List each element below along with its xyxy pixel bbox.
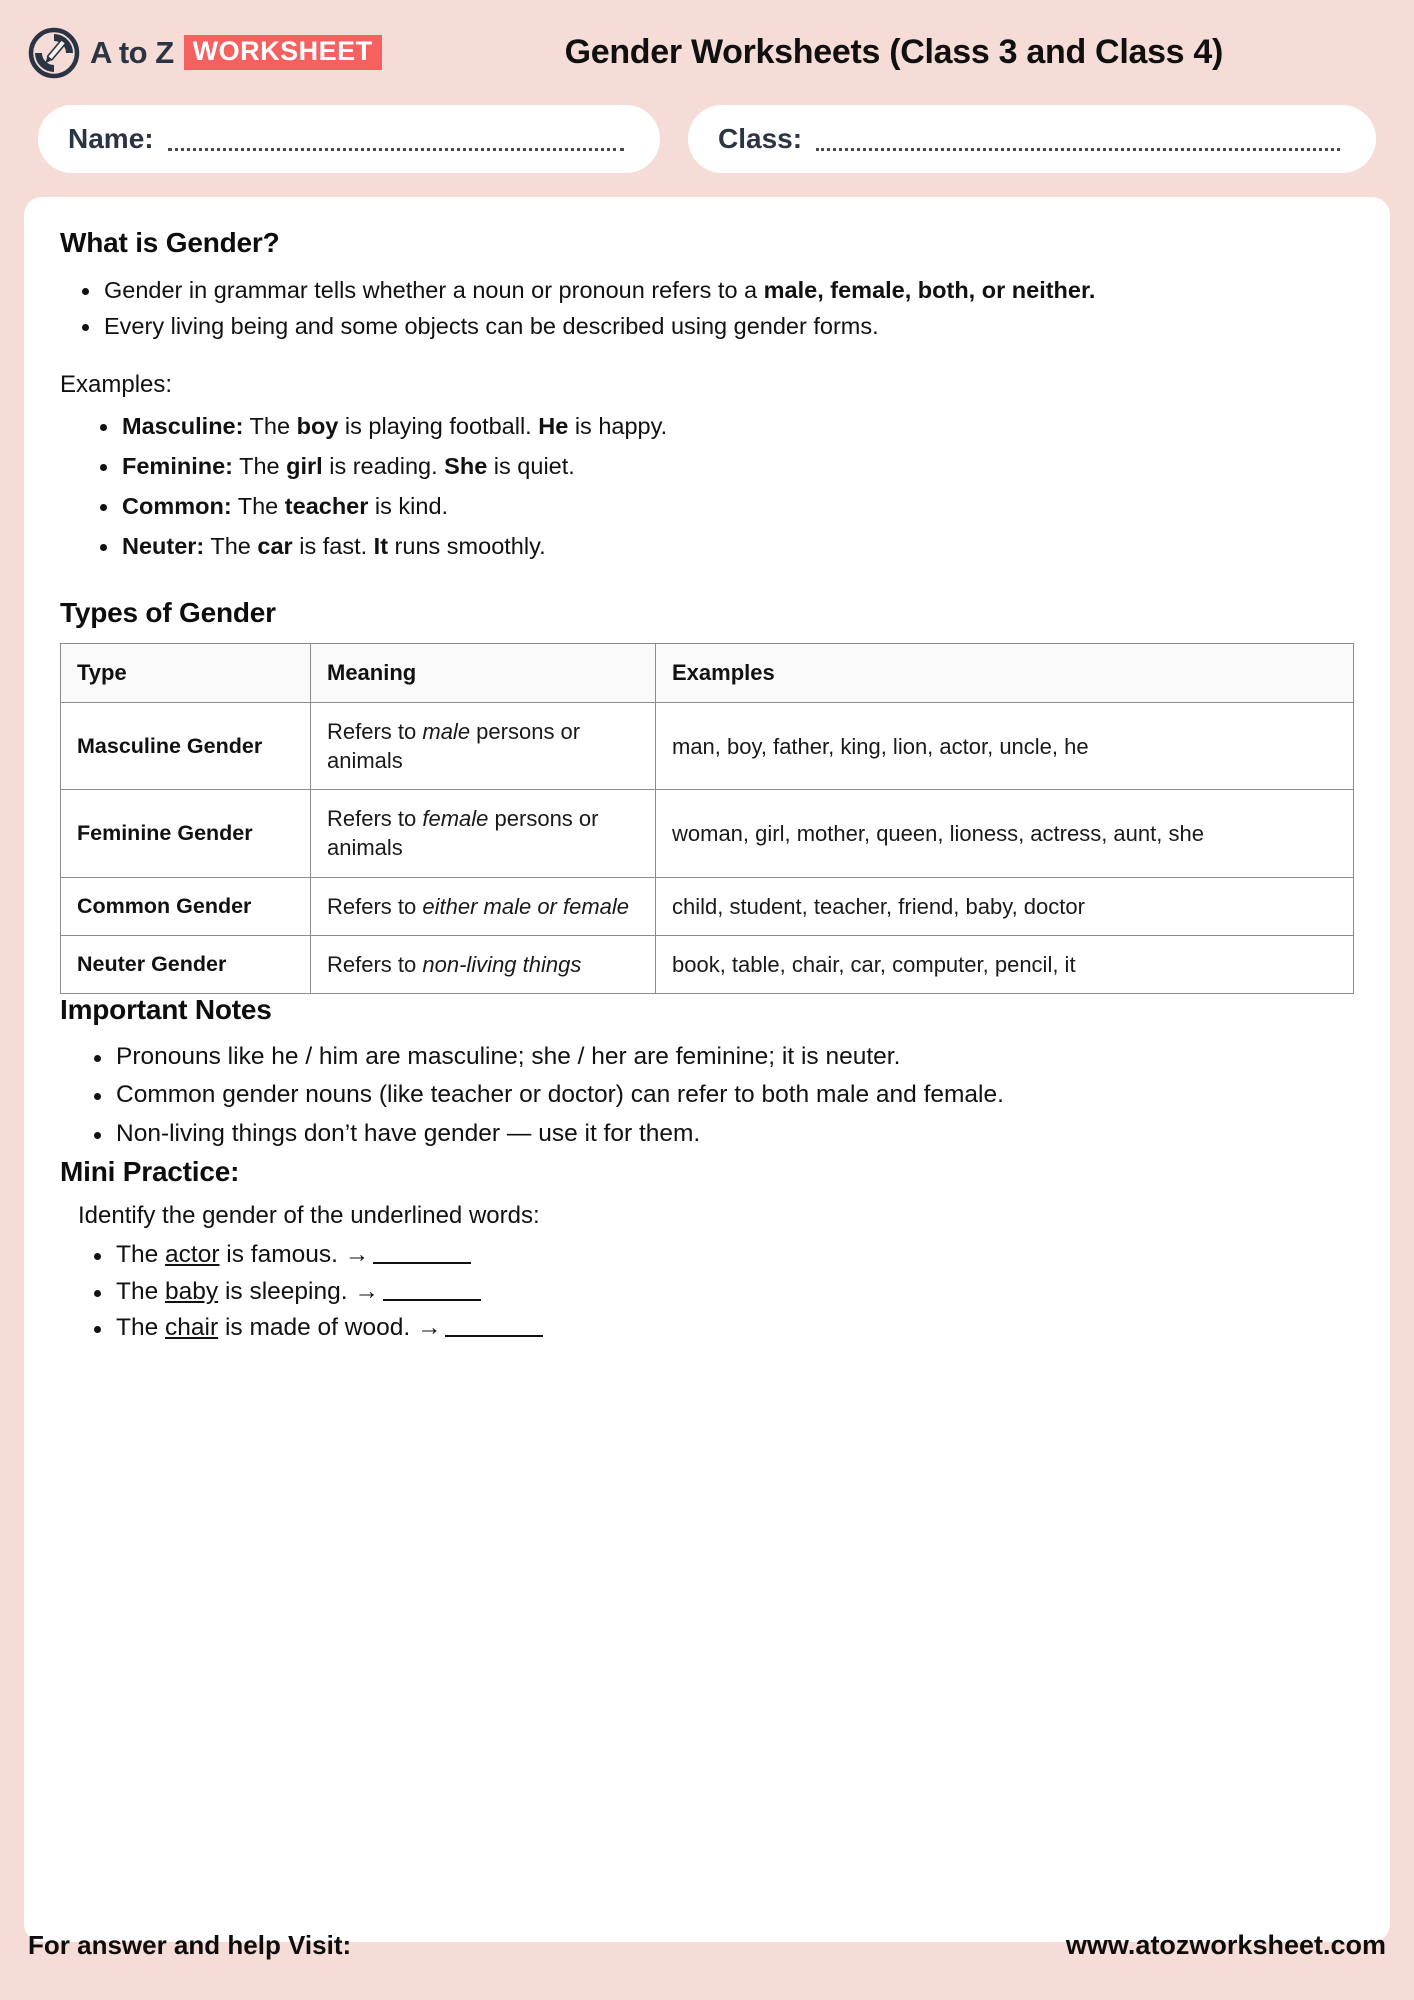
brand-badge: WORKSHEET (184, 35, 382, 70)
bold-text: Masculine: (122, 413, 244, 440)
text-run: The (116, 1314, 166, 1342)
text-run: is fast. (292, 533, 374, 560)
text-run: is sleeping. → (218, 1277, 379, 1305)
text-run: persons or animals (327, 806, 599, 861)
class-field[interactable] (688, 105, 1376, 173)
examples-list (60, 409, 1354, 563)
list-item (116, 1078, 1354, 1113)
list-item (116, 1040, 1354, 1075)
text-run: is famous. → (219, 1240, 370, 1268)
text-run: The (116, 1277, 166, 1305)
text-run: is quiet. (487, 453, 575, 480)
text-run: The (243, 413, 297, 440)
text-run: Gender in grammar tells whether a noun or pronoun refers to a (104, 277, 764, 303)
list-item (116, 1117, 1354, 1152)
text-run: The (231, 493, 285, 520)
italic-text: either male or female (422, 893, 630, 919)
heading-important-notes: Important Notes (60, 993, 272, 1025)
list-item (122, 529, 1354, 563)
heading-types-of-gender: Types of Gender (60, 597, 276, 629)
cell-meaning (311, 935, 656, 993)
text-run: is reading. (322, 453, 445, 480)
text-run: Refers to (327, 806, 423, 832)
cell-type: Common Gender (61, 877, 311, 935)
examples-label: Examples: (60, 371, 173, 399)
text-run: Every living being and some objects can be described using gender forms. (104, 313, 879, 340)
list-item (104, 309, 1354, 343)
text-run: Non-living things don’t have gender — use it for them. (116, 1120, 701, 1148)
name-input-line[interactable] (168, 147, 624, 151)
text-run: Pronouns like he / him are masculine; she / her are feminine; it is neuter. (116, 1042, 901, 1070)
footer-website-link[interactable]: www.atozworksheet.com (1065, 1929, 1386, 1960)
cell-examples: woman, girl, mother, queen, lioness, actress, aunt, she (656, 790, 1354, 877)
text-run: is kind. (368, 493, 449, 520)
table-row (61, 790, 1354, 877)
worksheet-card (24, 197, 1390, 1942)
cell-examples: man, boy, father, king, lion, actor, uncle, he (656, 703, 1354, 790)
cell-type: Neuter Gender (61, 935, 311, 993)
text-run: The (232, 453, 287, 480)
list-item (122, 489, 1354, 523)
bold-text: boy (296, 413, 339, 440)
italic-text: male (422, 719, 471, 745)
text-run: The (116, 1240, 166, 1268)
heading-what-is-gender: What is Gender? (60, 227, 280, 258)
list-item (116, 1238, 1354, 1273)
types-of-gender-table (60, 643, 1354, 993)
important-notes-list (60, 1040, 1354, 1152)
text-run: Refers to (327, 893, 423, 919)
cell-meaning (311, 877, 656, 935)
bold-text: male, female, both, or neither. (763, 277, 1096, 303)
text-run: The (204, 533, 258, 560)
bold-text: She (444, 453, 488, 480)
mini-practice-instruction: Identify the gender of the underlined words: (78, 1201, 540, 1229)
text-run: runs smoothly. (388, 533, 546, 560)
table-header-row (61, 644, 1354, 703)
col-header-meaning: Meaning (311, 644, 656, 703)
list-item (104, 273, 1354, 307)
page-header (0, 0, 1414, 105)
bold-text: Feminine: (122, 453, 233, 480)
page-title: Gender Worksheets (Class 3 and Class 4) (564, 33, 1224, 71)
bold-text: Common: (122, 493, 232, 520)
cell-examples: book, table, chair, car, computer, pencil, it (656, 935, 1354, 993)
answer-blank[interactable] (445, 1315, 543, 1337)
bold-text: girl (286, 453, 323, 480)
cell-type: Masculine Gender (61, 703, 311, 790)
name-field[interactable] (38, 105, 660, 173)
italic-text: non-living things (422, 951, 582, 977)
list-item (116, 1275, 1354, 1310)
text-run: Refers to (327, 719, 423, 745)
answer-blank[interactable] (383, 1279, 481, 1301)
class-label: Class: (718, 123, 803, 154)
text-run: persons or animals (327, 719, 581, 774)
cell-meaning (311, 703, 656, 790)
cell-meaning (311, 790, 656, 877)
underlined-word: baby (165, 1277, 219, 1305)
footer-help-text: For answer and help Visit: (28, 1929, 352, 1960)
cell-examples: child, student, teacher, friend, baby, doctor (656, 877, 1354, 935)
text-run: Refers to (327, 951, 423, 977)
table-row (61, 877, 1354, 935)
page-footer (0, 1890, 1414, 2000)
bold-text: teacher (284, 493, 369, 520)
text-run: is happy. (568, 413, 668, 440)
underlined-word: actor (165, 1240, 220, 1268)
list-item (122, 449, 1354, 483)
bold-text: He (538, 413, 569, 440)
italic-text: female (422, 806, 489, 832)
class-input-line[interactable] (816, 147, 1340, 151)
table-row (61, 703, 1354, 790)
answer-blank[interactable] (373, 1242, 471, 1264)
text-run: is playing football. (338, 413, 539, 440)
col-header-examples: Examples (656, 644, 1354, 703)
table-row (61, 935, 1354, 993)
name-label: Name: (68, 123, 154, 154)
bold-text: Neuter: (122, 533, 205, 560)
list-item (122, 409, 1354, 443)
brand-logo (28, 27, 382, 79)
list-item (116, 1311, 1354, 1346)
mini-practice-list (60, 1238, 1354, 1346)
underlined-word: chair (165, 1314, 219, 1342)
text-run: Common gender nouns (like teacher or doctor) can refer to both male and female. (116, 1081, 1004, 1109)
cell-type: Feminine Gender (61, 790, 311, 877)
what-is-gender-list (60, 273, 1354, 343)
brand-name: A to Z (90, 34, 174, 70)
table-body (61, 703, 1354, 993)
bold-text: It (373, 533, 389, 560)
heading-mini-practice: Mini Practice: (60, 1155, 240, 1187)
student-fields (0, 105, 1414, 173)
bold-text: car (257, 533, 293, 560)
text-run: is made of wood. → (218, 1314, 442, 1342)
pen-circle-icon (28, 27, 80, 79)
col-header-type: Type (61, 644, 311, 703)
